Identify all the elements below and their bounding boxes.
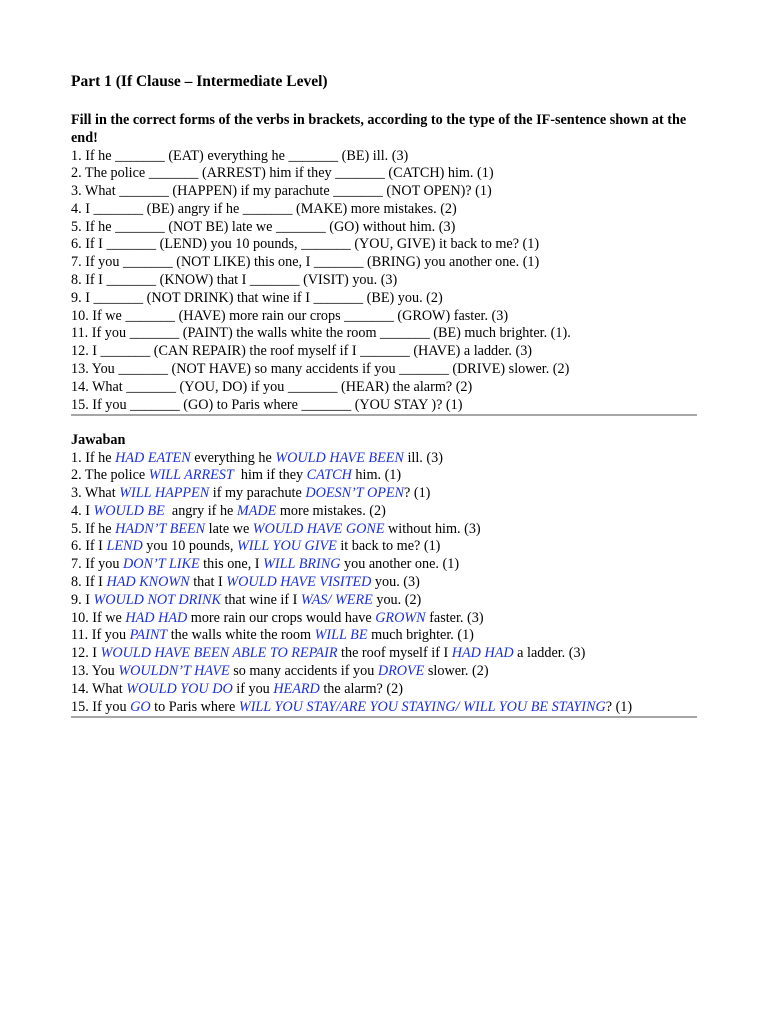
answer-verb: WOULD HAVE VISITED <box>226 574 372 591</box>
answer-line: 9. I WOULD NOT DRINK that wine if I WAS/ WERE you. (2) <box>71 591 422 608</box>
answer-verb: HEARD <box>273 680 320 697</box>
answer-line: 2. The police WILL ARREST him if they CATCH him. (1) <box>71 467 402 484</box>
answer-line: 15. If you GO to Paris where WILL YOU STAY/ARE YOU STAYING/ WILL YOU BE STAYING? (1) <box>71 698 633 715</box>
answer-line: 3. What WILL HAPPEN if my parachute DOESN’T OPEN? (1) <box>71 485 431 502</box>
question-line: 5. If he _______ (NOT BE) late we _______ (GO) without him. (3) <box>71 218 456 235</box>
answer-verb: HAD HAD <box>451 645 514 662</box>
question-line: 14. What _______ (YOU, DO) if you _______ (HEAR) the alarm? (2) <box>71 378 473 395</box>
answer-verb: WOULD YOU DO <box>126 680 233 697</box>
question-line: 3. What _______ (HAPPEN) if my parachute _______ (NOT OPEN)? (1) <box>71 183 492 200</box>
instructions: Fill in the correct forms of the verbs in brackets, according to the type of the IF-sentence shown at the end! <box>71 112 687 146</box>
answer-verb: HAD HAD <box>125 609 188 626</box>
question-line: 1. If he _______ (EAT) everything he _______ (BE) ill. (3) <box>71 147 409 164</box>
answer-list <box>71 450 697 717</box>
page-title: Part 1 (If Clause – Intermediate Level) <box>71 73 328 90</box>
answer-verb: WILL BE <box>314 627 368 644</box>
answer-line: 6. If I LEND you 10 pounds, WILL YOU GIVE it back to me? (1) <box>71 538 441 555</box>
answer-verb: MADE <box>236 502 277 519</box>
answer-verb: DOESN’T OPEN <box>305 485 404 502</box>
answer-verb: LEND <box>106 538 143 555</box>
answer-verb: DON’T LIKE <box>123 556 200 573</box>
question-line: 9. I _______ (NOT DRINK) that wine if I _______ (BE) you. (2) <box>71 289 443 306</box>
answer-line: 7. If you DON’T LIKE this one, I WILL BRING you another one. (1) <box>71 556 460 573</box>
answer-line: 13. You WOULDN’T HAVE so many accidents if you DROVE slower. (2) <box>71 663 489 680</box>
answer-verb: WOULD HAVE BEEN <box>275 449 404 466</box>
answers-heading: Jawaban <box>71 432 126 448</box>
answer-line: 4. I WOULD BE angry if he MADE more mistakes. (2) <box>71 502 386 519</box>
answer-verb: WOULD NOT DRINK <box>93 591 221 608</box>
answer-verb: WILL YOU STAY/ARE YOU STAYING/ WILL YOU BE STAYING <box>238 698 606 715</box>
question-line: 15. If you _______ (GO) to Paris where _______ (YOU STAY )? (1) <box>71 396 463 413</box>
question-line: 8. If I _______ (KNOW) that I _______ (VISIT) you. (3) <box>71 272 398 289</box>
answer-line: 14. What WOULD YOU DO if you HEARD the alarm? (2) <box>71 680 403 697</box>
answer-verb: WOULD HAVE BEEN ABLE TO REPAIR <box>100 645 338 662</box>
answer-verb: HADN’T BEEN <box>115 520 206 537</box>
question-line: 7. If you _______ (NOT LIKE) this one, I _______ (BRING) you another one. (1) <box>71 254 540 271</box>
answer-verb: WILL HAPPEN <box>119 485 210 502</box>
question-line: 12. I _______ (CAN REPAIR) the roof myself if I _______ (HAVE) a ladder. (3) <box>71 343 533 360</box>
answer-verb: WAS/ WERE <box>300 591 373 608</box>
question-line: 4. I _______ (BE) angry if he _______ (MAKE) more mistakes. (2) <box>71 200 457 217</box>
answer-line: 11. If you PAINT the walls white the room WILL BE much brighter. (1) <box>71 627 474 644</box>
answer-verb: WILL BRING <box>263 556 341 573</box>
answer-line: 8. If I HAD KNOWN that I WOULD HAVE VISITED you. (3) <box>71 574 420 591</box>
answer-line: 10. If we HAD HAD more rain our crops would have GROWN faster. (3) <box>71 609 484 626</box>
answer-verb: WOULDN’T HAVE <box>118 663 230 680</box>
answer-line: 5. If he HADN’T BEEN late we WOULD HAVE GONE without him. (3) <box>71 520 481 537</box>
answer-verb: WOULD BE <box>93 502 165 519</box>
answer-verb: GO <box>130 698 151 715</box>
answer-verb: CATCH <box>306 467 352 484</box>
question-list <box>71 148 697 415</box>
question-line: 6. If I _______ (LEND) you 10 pounds, _______ (YOU, GIVE) it back to me? (1) <box>71 236 540 253</box>
answer-verb: HAD EATEN <box>115 449 191 466</box>
answer-verb: GROWN <box>375 609 426 626</box>
answer-verb: WOULD HAVE GONE <box>252 520 385 537</box>
answer-verb: DROVE <box>377 663 425 680</box>
answer-line: 12. I WOULD HAVE BEEN ABLE TO REPAIR the roof myself if I HAD HAD a ladder. (3) <box>71 645 586 662</box>
divider <box>71 716 697 718</box>
question-line: 11. If you _______ (PAINT) the walls white the room _______ (BE) much brighter. (1). <box>71 325 571 342</box>
question-line: 2. The police _______ (ARREST) him if they _______ (CATCH) him. (1) <box>71 165 494 182</box>
answer-line: 1. If he HAD EATEN everything he WOULD HAVE BEEN ill. (3) <box>71 449 443 466</box>
question-line: 13. You _______ (NOT HAVE) so many accidents if you _______ (DRIVE) slower. (2) <box>71 361 570 378</box>
answer-verb: WILL ARREST <box>148 467 234 484</box>
answer-verb: HAD KNOWN <box>106 574 190 591</box>
divider <box>71 414 697 416</box>
question-line: 10. If we _______ (HAVE) more rain our crops _______ (GROW) faster. (3) <box>71 307 509 324</box>
answer-verb: WILL YOU GIVE <box>236 538 337 555</box>
answer-verb: PAINT <box>129 627 168 644</box>
